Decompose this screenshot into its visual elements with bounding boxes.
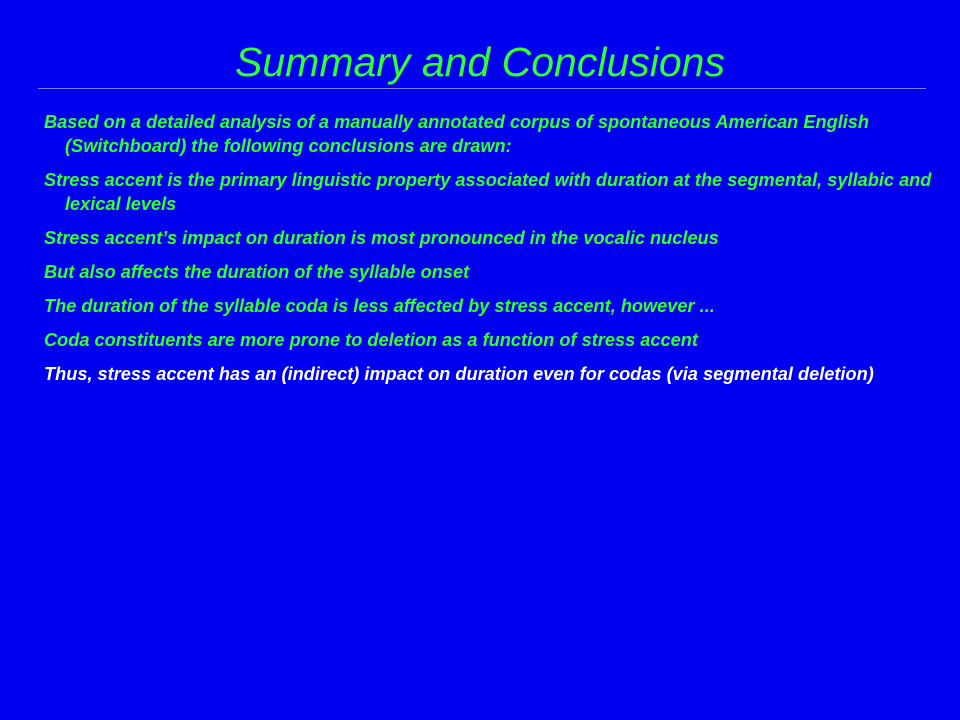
bullet-item: But also affects the duration of the syllable onset [44,262,470,282]
bullet-list [44,110,936,396]
title-divider [38,88,926,89]
bullet-item: The duration of the syllable coda is less affected by stress accent, however ... [44,296,715,316]
bullet-item: Stress accent’s impact on duration is most pronounced in the vocalic nucleus [44,228,719,248]
bullet-item: Coda constituents are more prone to deletion as a function of stress accent [44,330,698,350]
bullet-item: Stress accent is the primary linguistic property associated with duration at the segmental, syllabic and lexical levels [44,170,932,214]
slide-title: Summary and Conclusions [235,39,725,85]
bullet-item: Based on a detailed analysis of a manually annotated corpus of spontaneous American English (Switchboard) the following conclusions are drawn: [44,112,870,156]
conclusion-bullet: Thus, stress accent has an (indirect) impact on duration even for codas (via segmental deletion) [44,364,874,384]
